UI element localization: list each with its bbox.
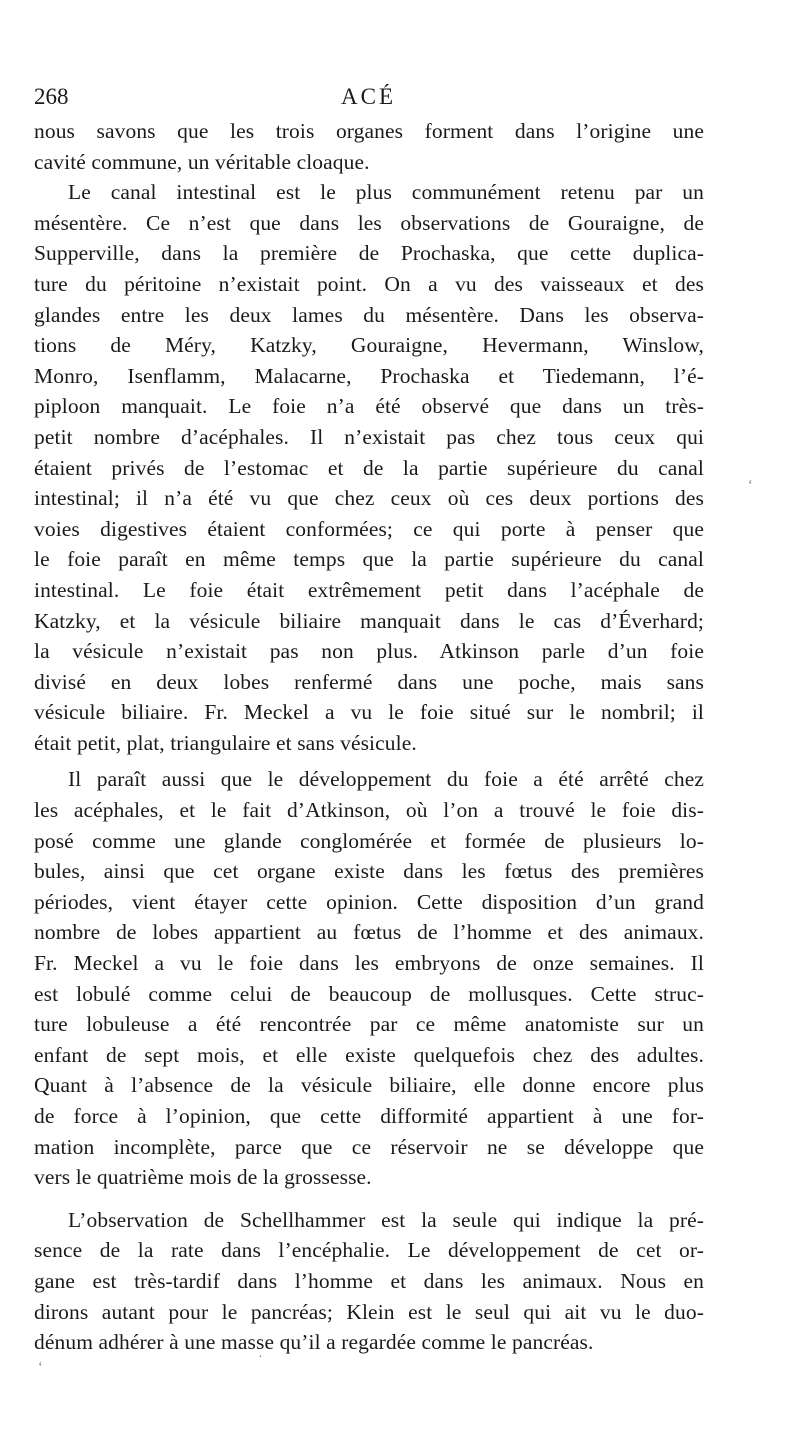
text-line: Monro, Isenflamm, Malacarne, Prochaska et Tiedemann, l’é- bbox=[34, 363, 704, 388]
text-line: dénum adhérer à une masse qu’il a regardée comme le pancréas. bbox=[34, 1330, 594, 1355]
text-line: sence de la rate dans l’encéphalie. Le développement de cet or- bbox=[34, 1238, 704, 1263]
text-line: gane est très-tardif dans l’homme et dans les animaux. Nous en bbox=[34, 1268, 704, 1293]
text-line: divisé en deux lobes renfermé dans une poche, mais sans bbox=[34, 669, 704, 694]
text-line: Il paraît aussi que le développement du foie a été arrêté chez bbox=[68, 767, 704, 792]
text-line: ture du péritoine n’existait point. On a vu des vaisseaux et des bbox=[34, 271, 704, 296]
text-line: vers le quatrième mois de la grossesse. bbox=[34, 1165, 372, 1190]
scan-speck: · bbox=[258, 1350, 263, 1365]
text-line: vésicule biliaire. Fr. Meckel a vu le foie situé sur le nombril; il bbox=[34, 700, 704, 725]
text-line: Quant à l’absence de la vésicule biliaire, elle donne encore plus bbox=[34, 1073, 704, 1098]
text-line: cavité commune, un véritable cloaque. bbox=[34, 149, 370, 174]
text-line: étaient privés de l’estomac et de la partie supérieure du canal bbox=[34, 455, 704, 480]
text-line: bules, ainsi que cet organe existe dans les fœtus des premières bbox=[34, 859, 704, 884]
text-line: la vésicule n’existait pas non plus. Atkinson parle d’un foie bbox=[34, 639, 704, 664]
text-line: piploon manquait. Le foie n’a été observé que dans un très- bbox=[34, 394, 704, 419]
paragraph-gap bbox=[34, 1193, 704, 1205]
text-line: mésentère. Ce n’est que dans les observations de Gouraigne, de bbox=[34, 210, 704, 235]
paragraph bbox=[34, 177, 704, 758]
text-line: périodes, vient étayer cette opinion. Cette disposition d’un grand bbox=[34, 889, 704, 914]
text-line: de force à l’opinion, que cette difformité appartient à une for- bbox=[34, 1104, 704, 1128]
text-line: mation incomplète, parce que ce réservoir ne se développe que bbox=[34, 1134, 704, 1159]
running-head bbox=[34, 84, 704, 114]
page-header: ACÉ bbox=[341, 84, 396, 109]
paragraph bbox=[34, 1205, 704, 1358]
text-line: intestinal. Le foie était extrêmement petit dans l’acéphale de bbox=[34, 577, 704, 602]
text-line: posé comme une glande conglomérée et formée de plusieurs lo- bbox=[34, 828, 704, 853]
paragraph bbox=[34, 764, 704, 1192]
text-line: Le canal intestinal est le plus communément retenu par un bbox=[68, 180, 704, 205]
text-line: Fr. Meckel a vu le foie dans les embryons de onze semaines. Il bbox=[34, 951, 704, 976]
text-line: L’observation de Schellhammer est la seule qui indique la pré- bbox=[68, 1207, 704, 1232]
text-line: voies digestives étaient conformées; ce qui porte à penser que bbox=[34, 516, 704, 541]
text-line: enfant de sept mois, et elle existe quelquefois chez des adultes. bbox=[34, 1042, 704, 1067]
text-line: nous savons que les trois organes forment dans l’origine une bbox=[34, 119, 704, 143]
body-text bbox=[34, 116, 704, 1358]
text-line: les acéphales, et le fait d’Atkinson, où l’on a trouvé le foie dis- bbox=[34, 798, 704, 823]
text-line: dirons autant pour le pancréas; Klein est le seul qui ait vu le duo- bbox=[34, 1299, 704, 1324]
text-line: Katzky, et la vésicule biliaire manquait dans le cas d’Éverhard; bbox=[34, 608, 704, 633]
paragraph bbox=[34, 116, 704, 177]
text-line: ture lobuleuse a été rencontrée par ce même anatomiste sur un bbox=[34, 1012, 704, 1037]
text-line: glandes entre les deux lames du mésentère. Dans les observa- bbox=[34, 302, 704, 327]
text-line: nombre de lobes appartient au fœtus de l’homme et des animaux. bbox=[34, 920, 704, 945]
text-line: Supperville, dans la première de Prochaska, que cette duplica- bbox=[34, 241, 704, 266]
text-line: le foie paraît en même temps que la partie supérieure du canal bbox=[34, 547, 704, 572]
text-line: petit nombre d’acéphales. Il n’existait pas chez tous ceux qui bbox=[34, 424, 704, 449]
text-line: intestinal; il n’a été vu que chez ceux où ces deux portions des bbox=[34, 486, 704, 511]
text-line: était petit, plat, triangulaire et sans vésicule. bbox=[34, 730, 417, 755]
text-line: tions de Méry, Katzky, Gouraigne, Hevermann, Winslow, bbox=[34, 333, 704, 358]
scan-speck: ʻ bbox=[38, 1360, 43, 1375]
scan-speck: ʻ bbox=[748, 478, 753, 493]
text-line: est lobulé comme celui de beaucoup de mollusques. Cette struc- bbox=[34, 981, 704, 1006]
page-number: 268 bbox=[34, 84, 69, 109]
